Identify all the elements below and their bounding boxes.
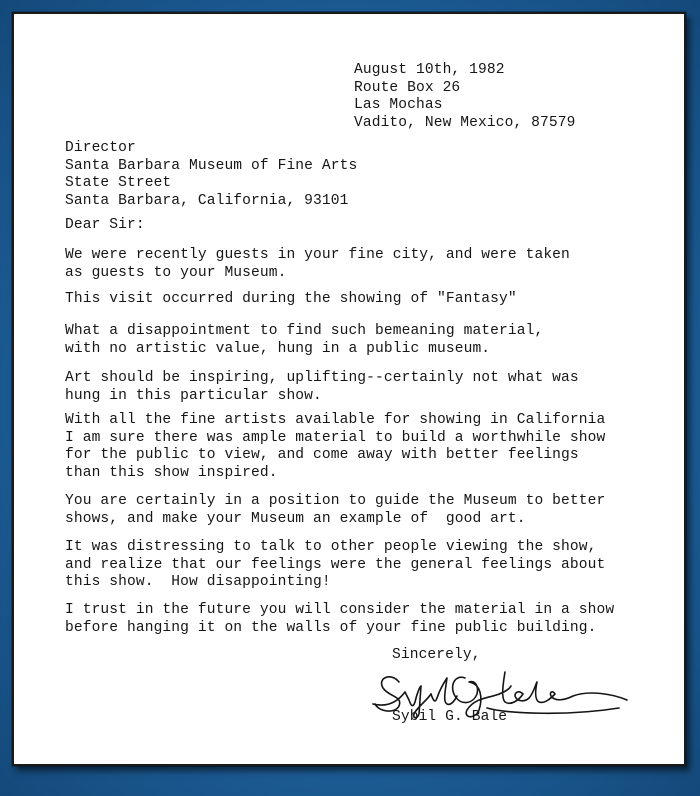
sender-address-line-1: Route Box 26 [354, 79, 461, 96]
body-paragraph-6: You are certainly in a position to guide the Museum to better shows, and make your Museum an example of good art. [65, 493, 606, 527]
recipient-street: State Street [65, 175, 172, 191]
body-paragraph-3: What a disappointment to find such bemeaning material, with no artistic value, hung in a public museum. [65, 323, 544, 357]
recipient-title: Director [65, 140, 136, 156]
body-paragraph-8: I trust in the future you will consider the material in a show before hanging it on the walls of your fine public building. [65, 602, 615, 636]
letter-date: August 10th, 1982 [354, 62, 505, 78]
body-paragraph-7: It was distressing to talk to other people viewing the show, and realize that our feelings were the general feelings about this show. How disappointing! [65, 539, 606, 590]
recipient-address-block [65, 140, 357, 210]
salutation: Dear Sir: [65, 217, 145, 233]
sender-address-line-2: Las Mochas [354, 97, 443, 113]
letter-page [12, 12, 686, 766]
recipient-organization: Santa Barbara Museum of Fine Arts [65, 157, 358, 174]
recipient-city: Santa Barbara, California, 93101 [65, 192, 349, 209]
sender-address-line-3: Vadito, New Mexico, 87579 [354, 114, 576, 131]
body-paragraph-5: With all the fine artists available for showing in California I am sure there was ample material to build a worthwhile show for the public to view, and come away with better feelings than this show inspired. [65, 412, 606, 481]
body-paragraph-1: We were recently guests in your fine city, and were taken as guests to your Museum. [65, 247, 570, 281]
sender-address-block [354, 62, 575, 132]
closing: Sincerely, [392, 647, 481, 663]
body-paragraph-2: This visit occurred during the showing of "Fantasy" [65, 291, 517, 307]
signer-name: Sybil G. Bale [392, 709, 508, 725]
body-paragraph-4: Art should be inspiring, uplifting--certainly not what was hung in this particular show. [65, 370, 579, 404]
